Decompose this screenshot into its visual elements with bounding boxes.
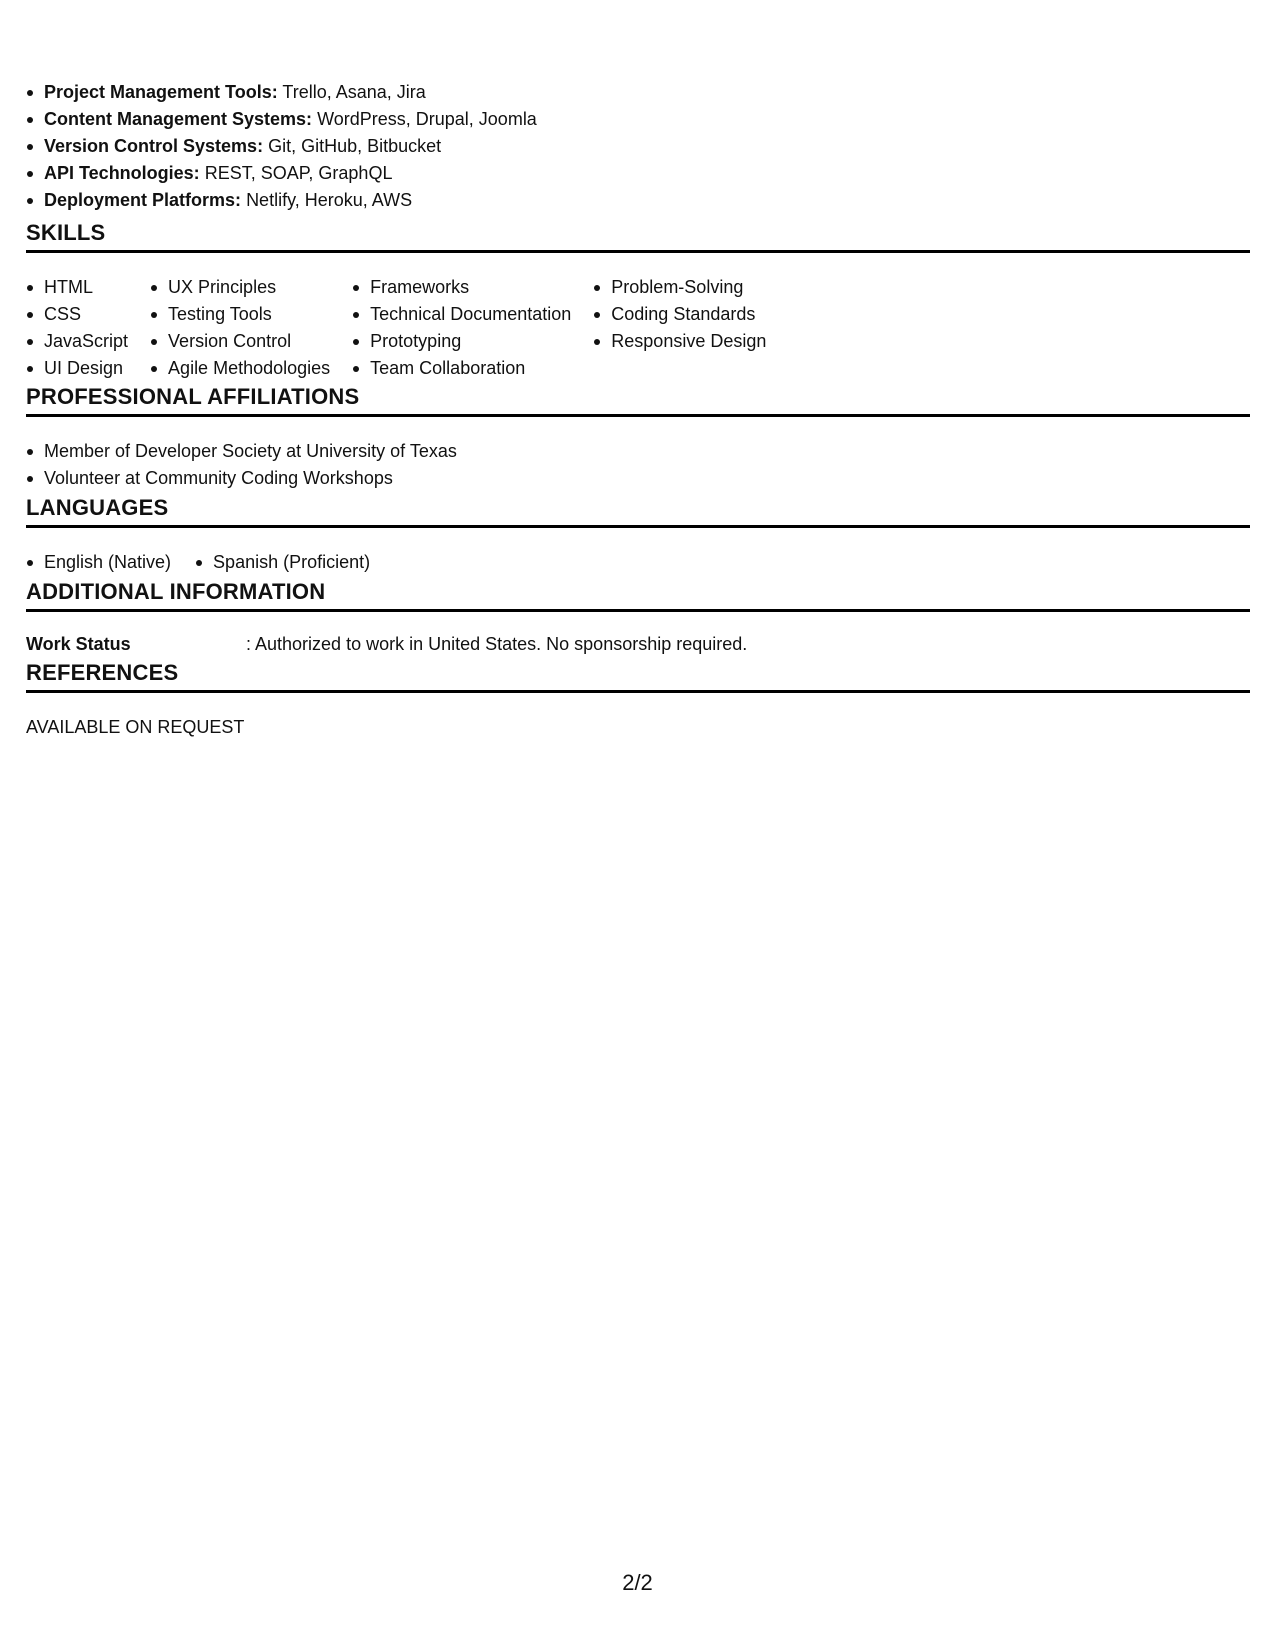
list-item: [26, 106, 537, 133]
affiliations-heading: PROFESSIONAL AFFILIATIONS: [26, 383, 1250, 417]
list-item: [26, 187, 537, 214]
references-heading: REFERENCES: [26, 659, 1250, 693]
list-item: Member of Developer Society at University of Texas: [26, 438, 457, 465]
skills-column: [352, 274, 571, 382]
skill-item: Frameworks: [352, 274, 571, 301]
skills-column: [26, 274, 128, 382]
work-status-row: [26, 632, 747, 656]
skill-item: UX Principles: [150, 274, 330, 301]
skill-item: Technical Documentation: [352, 301, 571, 328]
list-item: [26, 160, 537, 187]
languages-heading: LANGUAGES: [26, 494, 1250, 528]
skills-column: [593, 274, 766, 382]
tool-label: Version Control Systems:: [44, 136, 264, 156]
languages-row: [26, 549, 394, 576]
affiliations-list: [26, 438, 457, 492]
skill-item: Problem-Solving: [593, 274, 766, 301]
tool-value: REST, SOAP, GraphQL: [204, 163, 393, 183]
skill-item: Agile Methodologies: [150, 355, 330, 382]
skills-grid: [26, 274, 788, 382]
references-text: AVAILABLE ON REQUEST: [26, 717, 245, 737]
tool-value: WordPress, Drupal, Joomla: [317, 109, 537, 129]
skill-item: UI Design: [26, 355, 128, 382]
tool-label: Deployment Platforms:: [44, 190, 242, 210]
work-status-label: Work Status: [26, 634, 131, 654]
language-item: English (Native): [26, 549, 171, 576]
tool-value: Netlify, Heroku, AWS: [246, 190, 413, 210]
skill-item: Prototyping: [352, 328, 571, 355]
additional-info-heading: ADDITIONAL INFORMATION: [26, 578, 1250, 612]
skill-item: HTML: [26, 274, 128, 301]
work-status-value: : Authorized to work in United States. No sponsorship required.: [246, 634, 748, 654]
tool-value: Git, GitHub, Bitbucket: [268, 136, 442, 156]
tools-list: [26, 79, 537, 214]
skill-item: Version Control: [150, 328, 330, 355]
list-item: Volunteer at Community Coding Workshops: [26, 465, 457, 492]
list-item: [26, 79, 537, 106]
tool-label: API Technologies:: [44, 163, 200, 183]
tool-value: Trello, Asana, Jira: [282, 82, 426, 102]
skills-column: [150, 274, 330, 382]
tool-label: Content Management Systems:: [44, 109, 313, 129]
page-number: 2/2: [622, 1570, 653, 1595]
skill-item: Testing Tools: [150, 301, 330, 328]
skill-item: Team Collaboration: [352, 355, 571, 382]
tool-label: Project Management Tools:: [44, 82, 278, 102]
skill-item: CSS: [26, 301, 128, 328]
skill-item: Coding Standards: [593, 301, 766, 328]
skill-item: Responsive Design: [593, 328, 766, 355]
languages-list: [26, 549, 394, 576]
language-item: Spanish (Proficient): [195, 549, 370, 576]
skills-heading: SKILLS: [26, 219, 1250, 253]
skill-item: JavaScript: [26, 328, 128, 355]
list-item: [26, 133, 537, 160]
